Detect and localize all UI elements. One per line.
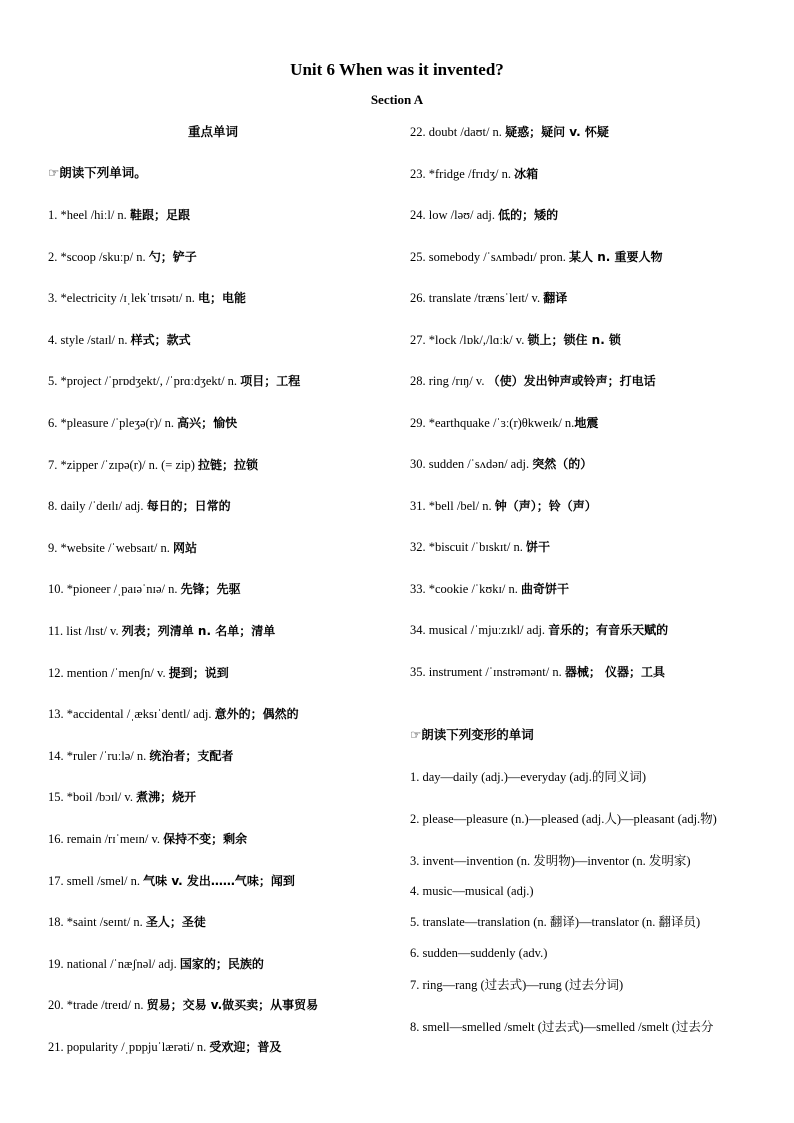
vocab-english: 11. list /lɪst/ v.	[48, 624, 122, 638]
vocab-english: 14. *ruler /ˈruːlə/ n.	[48, 748, 150, 763]
vocab-chinese: 每日的；日常的	[146, 499, 231, 514]
vocab-english: 22. doubt /daʊt/ n.	[410, 125, 506, 139]
vocab-item	[410, 539, 550, 555]
vocab-item	[48, 540, 197, 556]
vocab-english: 33. *cookie /ˈkʊkɪ/ n.	[410, 581, 522, 596]
vocab-english: 2. *scoop /skuːp/ n.	[48, 249, 149, 264]
word-form-item: 8. smell—smelled /smelt (过去式)—smelled /smelt (过去分	[410, 1020, 714, 1034]
vocab-chinese: 高兴；愉快	[177, 416, 238, 430]
vocab-chinese: 圣人；圣徒	[145, 915, 206, 930]
vocab-english: 32. *biscuit /ˈbɪskɪt/ n.	[410, 540, 526, 554]
vocab-english: 20. *trade /treɪd/ n.	[48, 998, 147, 1013]
vocab-item	[48, 373, 300, 389]
vocab-english: 12. mention /ˈmenʃn/ v.	[48, 665, 169, 680]
vocab-item	[48, 207, 190, 223]
vocab-chinese: 锁上；锁住 n. 锁	[527, 332, 621, 347]
vocab-item	[48, 457, 258, 473]
vocab-chinese: 低的；矮的	[498, 208, 559, 222]
vocab-item	[48, 914, 206, 930]
word-forms-heading: ☞朗读下列变形的单词	[410, 727, 534, 742]
vocab-chinese: 勺；铲子	[148, 249, 197, 264]
vocab-english: 3. *electricity /ɪˌlekˈtrɪsətɪ/ n.	[48, 291, 198, 306]
vocab-chinese: 冰箱	[514, 166, 539, 181]
vocab-english: 31. *bell /bel/ n.	[410, 498, 495, 513]
vocab-english: 4. style /staɪl/ n.	[48, 332, 131, 347]
vocab-item	[410, 622, 668, 638]
vocab-english: 25. somebody /ˈsʌmbədɪ/ pron.	[410, 249, 570, 264]
vocab-chinese: 保持不变；剩余	[163, 832, 248, 846]
vocab-chinese: 项目；工程	[240, 374, 301, 389]
vocab-english: 1. *heel /hiːl/ n.	[48, 208, 130, 222]
read-words-instruction: ☞朗读下列单词。	[48, 165, 147, 180]
vocab-chinese: 统治者；支配者	[149, 748, 234, 763]
vocab-english: 18. *saint /seɪnt/ n.	[48, 915, 146, 930]
vocab-chinese: 意外的；偶然的	[214, 707, 299, 722]
vocab-english: 30. sudden /ˈsʌdən/ adj.	[410, 457, 533, 471]
vocab-item	[410, 290, 567, 306]
document-title: Unit 6 When was it invented?	[290, 60, 504, 79]
word-form-item: 6. sudden—suddenly (adv.)	[410, 946, 548, 960]
word-form-item: 1. day—daily (adj.)—everyday (adj.的同义词)	[410, 770, 647, 784]
word-form-item: 7. ring—rang (过去式)—rung (过去分词)	[410, 978, 624, 992]
vocab-item	[48, 623, 275, 639]
vocab-item	[410, 415, 598, 431]
vocab-chinese: 先锋；先驱	[180, 582, 241, 597]
word-form-item: 4. music—musical (adj.)	[410, 884, 534, 898]
vocab-chinese: 电；电能	[197, 291, 246, 306]
vocab-chinese: 翻译	[543, 291, 568, 305]
vocab-item	[410, 373, 656, 389]
vocab-english: 7. *zipper /ˈzɪpə(r)/ n. (= zip)	[48, 457, 199, 472]
vocab-chinese: 受欢迎；普及	[209, 1040, 282, 1054]
vocab-item	[48, 249, 197, 265]
vocab-item	[410, 249, 662, 265]
vocab-item	[410, 498, 597, 514]
vocab-chinese: 某人 n. 重要人物	[569, 249, 663, 264]
vocab-chinese: 地震	[574, 415, 599, 430]
vocab-item	[410, 166, 538, 182]
vocab-english: 13. *accidental /ˌæksɪˈdentl/ adj.	[48, 707, 215, 722]
vocab-chinese: 气味 v. 发出……气味；闻到	[143, 873, 295, 888]
vocab-english: 9. *website /ˈwebsaɪt/ n.	[48, 540, 173, 555]
vocab-item	[48, 581, 241, 597]
vocab-english: 5. *project /ˈprɒdʒekt/, /ˈprɑːdʒekt/ n.	[48, 374, 241, 389]
section-heading: Section A	[370, 92, 424, 107]
vocab-item	[48, 831, 247, 847]
vocab-english: 17. smell /smel/ n.	[48, 873, 144, 888]
vocab-english: 27. *lock /lɒk/,/lɑːk/ v.	[410, 332, 528, 347]
vocab-chinese: 网站	[172, 540, 197, 555]
vocab-item	[48, 290, 246, 306]
word-form-item: 3. invent—invention (n. 发明物)—inventor (n. 发明家)	[410, 854, 691, 868]
vocab-chinese: 贸易；交易 v.做买卖；从事贸易	[146, 998, 319, 1013]
vocab-chinese: 曲奇饼干	[521, 581, 570, 596]
vocab-english: 26. translate /trænsˈleɪt/ v.	[410, 291, 544, 305]
vocab-item	[48, 997, 318, 1013]
vocab-english: 19. national /ˈnæʃnəl/ adj.	[48, 956, 180, 971]
vocab-item	[410, 664, 665, 680]
vocab-item	[410, 124, 609, 140]
vocab-item	[410, 207, 558, 223]
vocab-english: 21. popularity /ˌpɒpjuˈlærəti/ n.	[48, 1040, 210, 1054]
vocab-item	[48, 415, 237, 431]
vocab-chinese: 样式；款式	[130, 332, 191, 347]
vocab-english: 10. *pioneer /ˌpaɪəˈnɪə/ n.	[48, 582, 181, 597]
vocab-item	[48, 1039, 281, 1055]
word-form-item: 2. please—pleasure (n.)—pleased (adj.人)—pleasant (adj.物)	[410, 812, 717, 826]
vocab-item	[48, 789, 196, 805]
vocab-item	[48, 748, 233, 764]
vocab-chinese: 器械； 仪器；工具	[564, 664, 666, 679]
vocab-english: 28. ring /rɪŋ/ v.	[410, 374, 488, 388]
vocab-english: 23. *fridge /frɪdʒ/ n.	[410, 166, 515, 181]
vocab-chinese: （使）发出钟声或铃声；打电话	[487, 374, 656, 388]
vocab-chinese: 突然（的）	[532, 457, 593, 471]
vocab-chinese: 钟（声）；铃（声）	[494, 498, 597, 513]
vocab-chinese: 拉链；拉锁	[198, 457, 259, 472]
vocab-english: 15. *boil /bɔɪl/ v.	[48, 790, 137, 805]
vocab-english: 29. *earthquake /ˈɜː(r)θkweɪk/ n.	[410, 415, 575, 430]
vocab-english: 35. instrument /ˈɪnstrəmənt/ n.	[410, 664, 565, 679]
vocab-chinese: 疑惑；疑问 v. 怀疑	[505, 125, 609, 139]
vocab-english: 34. musical /ˈmjuːzɪkl/ adj.	[410, 623, 549, 637]
word-form-item: 5. translate—translation (n. 翻译)—translator (n. 翻译员)	[410, 915, 701, 929]
vocab-item	[48, 332, 191, 348]
vocab-item	[48, 706, 299, 722]
vocab-item	[48, 956, 264, 972]
vocab-english: 8. daily /ˈdeɪlɪ/ adj.	[48, 499, 147, 514]
vocab-item	[48, 873, 295, 889]
vocab-item	[48, 498, 231, 514]
key-words-heading: 重点单词	[188, 124, 239, 139]
vocab-chinese: 列表；列清单 n. 名单；清单	[121, 624, 276, 638]
vocab-item	[410, 456, 592, 472]
vocab-chinese: 煮沸；烧开	[136, 790, 197, 805]
vocab-item	[410, 581, 569, 597]
vocab-english: 6. *pleasure /ˈpleʒə(r)/ n.	[48, 416, 178, 430]
vocab-chinese: 提到；说到	[168, 665, 229, 680]
vocab-chinese: 国家的；民族的	[179, 956, 264, 971]
vocab-item	[48, 665, 229, 681]
vocab-chinese: 饼干	[525, 540, 550, 554]
vocab-chinese: 音乐的；有音乐天赋的	[548, 623, 669, 637]
vocab-english: 24. low /ləʊ/ adj.	[410, 208, 499, 222]
vocab-english: 16. remain /rɪˈmeɪn/ v.	[48, 832, 164, 846]
vocab-item	[410, 332, 621, 348]
vocab-chinese: 鞋跟；足跟	[129, 208, 190, 222]
